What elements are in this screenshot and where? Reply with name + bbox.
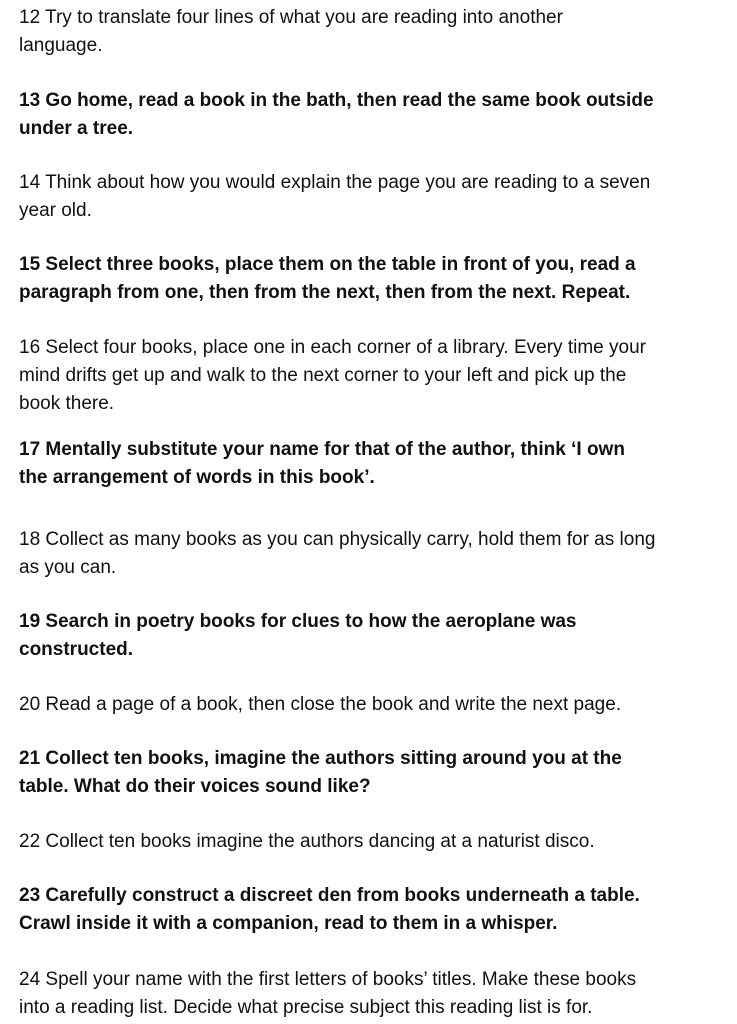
list-item xyxy=(19,828,727,856)
list-item-text-line: 22 Collect ten books imagine the authors dancing at a naturist disco. xyxy=(19,831,595,852)
list-item-text-line: 18 Collect as many books as you can physically carry, hold them for as long xyxy=(19,529,656,550)
list-item xyxy=(19,745,727,801)
list-item-text-line: 14 Think about how you would explain the page you are reading to a seven xyxy=(19,172,651,193)
list-item-text-line: paragraph from one, then from the next, then from the next. Repeat. xyxy=(19,282,631,303)
list-item xyxy=(19,334,727,418)
list-item-text-line: 13 Go home, read a book in the bath, then read the same book outside xyxy=(19,90,654,111)
list-item xyxy=(19,691,727,719)
list-item xyxy=(19,87,727,143)
list-item-text-line: table. What do their voices sound like? xyxy=(19,776,371,797)
list-item xyxy=(19,966,727,1022)
list-item xyxy=(19,4,727,60)
list-item-text-line: 19 Search in poetry books for clues to how the aeroplane was xyxy=(19,611,577,632)
list-item xyxy=(19,526,727,582)
list-item xyxy=(19,608,727,664)
list-item-text-line: under a tree. xyxy=(19,118,134,139)
list-item-text-line: 23 Carefully construct a discreet den from books underneath a table. xyxy=(19,885,640,906)
list-item-text-line: constructed. xyxy=(19,639,134,660)
list-item-text-line: 21 Collect ten books, imagine the authors sitting around you at the xyxy=(19,748,622,769)
list-item xyxy=(19,251,727,307)
list-item xyxy=(19,169,727,225)
list-item-text-line: into a reading list. Decide what precise subject this reading list is for. xyxy=(19,997,593,1018)
list-item-text-line: the arrangement of words in this book’. xyxy=(19,467,375,488)
list-item-text-line: 16 Select four books, place one in each corner of a library. Every time your xyxy=(19,337,646,358)
list-item-text-line: mind drifts get up and walk to the next corner to your left and pick up the xyxy=(19,365,627,386)
list-item-text-line: 12 Try to translate four lines of what you are reading into another xyxy=(19,7,563,28)
list-item-text-line: year old. xyxy=(19,200,92,221)
list-item-text-line: 24 Spell your name with the first letters of books’ titles. Make these books xyxy=(19,969,637,990)
list-item-text-line: 17 Mentally substitute your name for that of the author, think ‘I own xyxy=(19,439,625,460)
list-item-text-line: 20 Read a page of a book, then close the book and write the next page. xyxy=(19,694,622,715)
list-item-text-line: book there. xyxy=(19,393,115,414)
list-item xyxy=(19,436,727,492)
list-item-text-line: language. xyxy=(19,35,103,56)
list-item-text-line: 15 Select three books, place them on the table in front of you, read a xyxy=(19,254,636,275)
list-item xyxy=(19,882,727,938)
list-item-text-line: as you can. xyxy=(19,557,117,578)
list-item-text-line: Crawl inside it with a companion, read to them in a whisper. xyxy=(19,913,558,934)
